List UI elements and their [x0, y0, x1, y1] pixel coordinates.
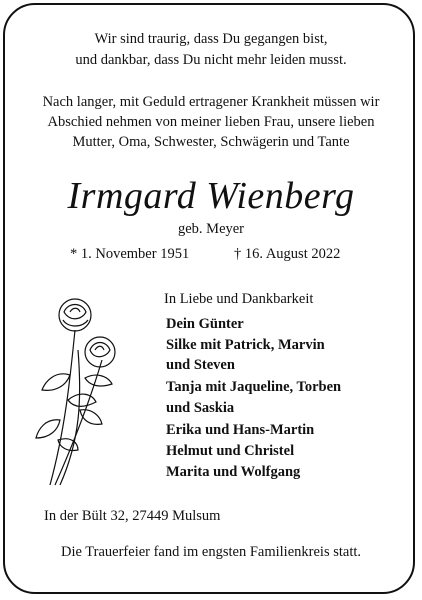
- mourner-line-8: Marita und Wolfgang: [166, 464, 301, 480]
- text-line-1: Nach langer, mit Geduld ertragener Krankheit müssen wir: [42, 94, 380, 110]
- mourner-line-1: Dein Günter: [166, 316, 244, 332]
- mourner-line-3: und Steven: [166, 357, 235, 373]
- mourners-heading: In Liebe und Dankbarkeit: [164, 291, 314, 307]
- mourner-line-2: Silke mit Patrick, Marvin: [166, 337, 325, 353]
- birth-date: * 1. November 1951: [70, 246, 190, 262]
- address: In der Bült 32, 27449 Mulsum: [44, 508, 221, 524]
- text-line-3: Mutter, Oma, Schwester, Schwägerin und Tante: [72, 134, 350, 150]
- roses-drawing-icon: [30, 290, 140, 490]
- deceased-name: Irmgard Wienberg: [67, 175, 355, 217]
- text-line-2: Abschied nehmen von meiner lieben Frau, unsere lieben: [47, 114, 375, 130]
- intro-line-1: Wir sind traurig, dass Du gegangen bist,: [94, 31, 328, 47]
- intro-line-2: und dankbar, dass Du nicht mehr leiden musst.: [75, 52, 347, 68]
- mourner-line-6: Erika und Hans-Martin: [166, 422, 315, 438]
- mourner-line-7: Helmut und Christel: [166, 443, 295, 459]
- maiden-name: geb. Meyer: [177, 221, 245, 237]
- mourner-line-5: und Saskia: [166, 400, 235, 416]
- closing-note: Die Trauerfeier fand im engsten Familienkreis statt.: [61, 544, 361, 560]
- mourner-line-4: Tanja mit Jaqueline, Torben: [166, 379, 342, 395]
- death-date: † 16. August 2022: [234, 246, 341, 262]
